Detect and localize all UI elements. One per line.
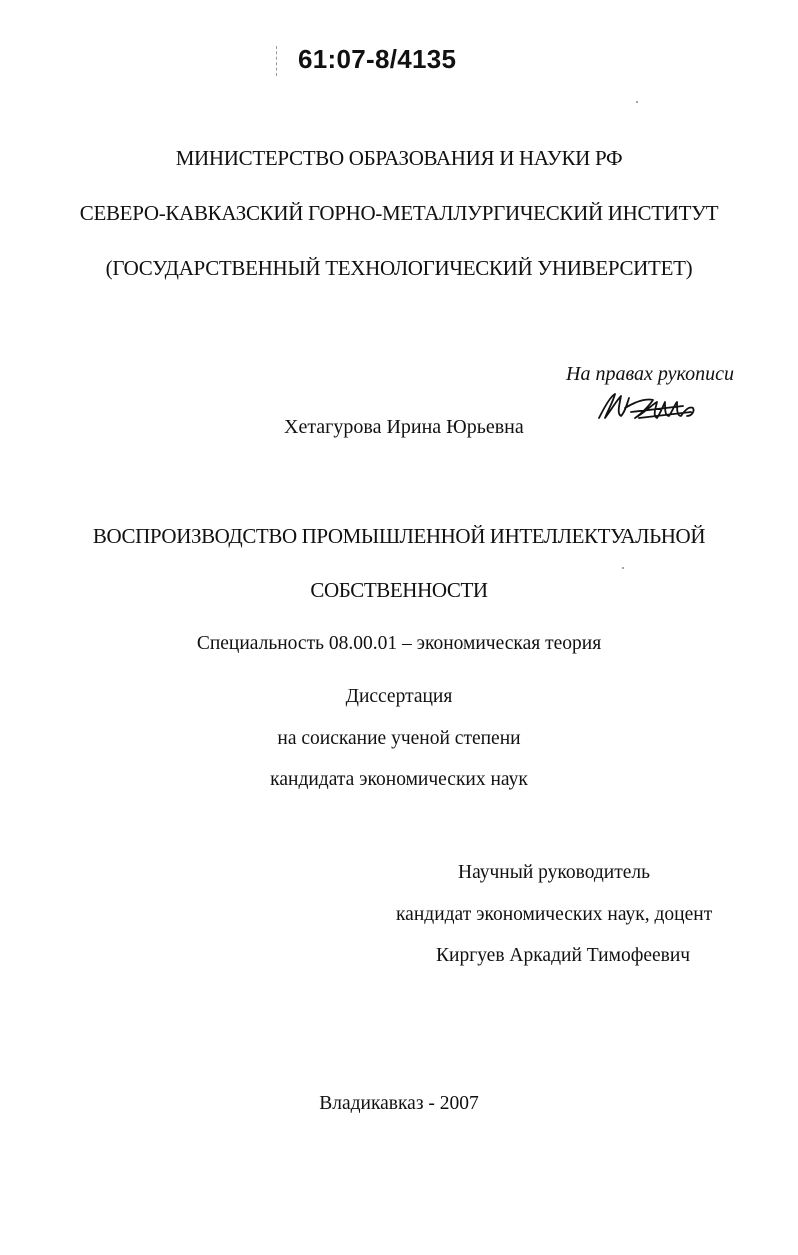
- header-university: (ГОСУДАРСТВЕННЫЙ ТЕХНОЛОГИЧЕСКИЙ УНИВЕРСИТЕТ): [105, 256, 693, 280]
- degree-line3: кандидата экономических наук: [270, 769, 528, 790]
- supervisor-role: Научный руководитель: [458, 862, 651, 883]
- header-ministry: МИНИСТЕРСТВО ОБРАЗОВАНИЯ И НАУКИ РФ: [175, 146, 623, 170]
- archive-stamp-number: 61:07-8/4135: [298, 44, 457, 74]
- header-institute: СЕВЕРО-КАВКАЗСКИЙ ГОРНО-МЕТАЛЛУРГИЧЕСКИЙ ИНСТИТУТ: [79, 201, 719, 225]
- supervisor-credentials: кандидат экономических наук, доцент: [396, 904, 713, 925]
- city-year: Владикавказ - 2007: [319, 1093, 479, 1114]
- specialty: Специальность 08.00.01 – экономическая теория: [196, 633, 602, 654]
- stamp-divider-line: [276, 46, 278, 76]
- scan-speck: [636, 101, 638, 103]
- degree-line2: на соискание ученой степени: [277, 728, 521, 749]
- scan-speck: [622, 567, 624, 569]
- signature-icon: [595, 388, 705, 424]
- dissertation-title-line1: ВОСПРОИЗВОДСТВО ПРОМЫШЛЕННОЙ ИНТЕЛЛЕКТУАЛЬНОЙ: [92, 524, 706, 548]
- dissertation-title-line2: СОБСТВЕННОСТИ: [310, 578, 488, 602]
- degree-line1: Диссертация: [345, 686, 453, 707]
- author-name: Хетагурова Ирина Юрьевна: [284, 416, 524, 438]
- rights-note: На правах рукописи: [566, 363, 734, 385]
- supervisor-name: Киргуев Аркадий Тимофеевич: [436, 945, 691, 966]
